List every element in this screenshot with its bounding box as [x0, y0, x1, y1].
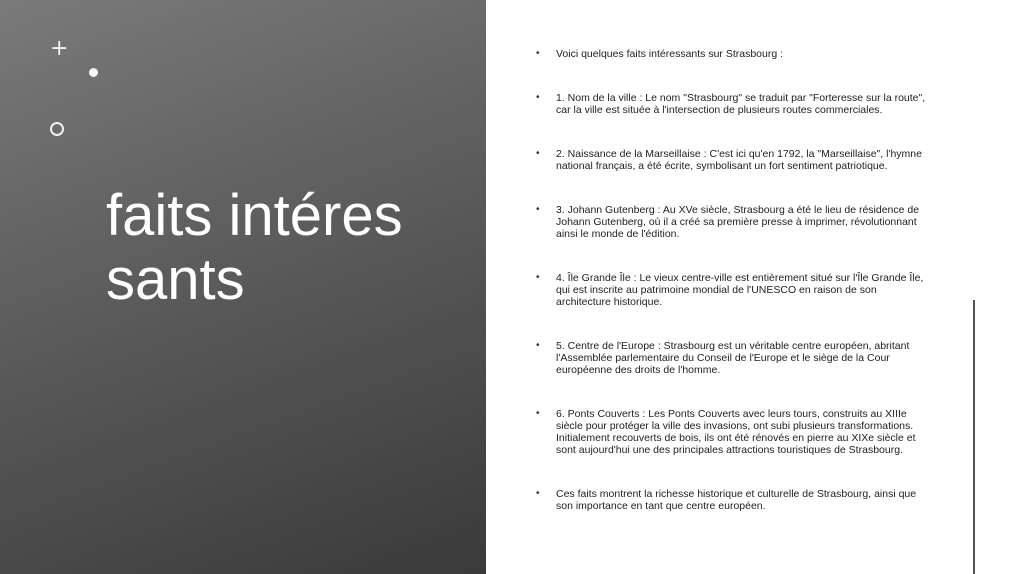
bullet-text: Ces faits montrent la richesse historique et culturelle de Strasbourg, ainsi que son importance en tant que centre européen.	[556, 488, 917, 512]
vertical-divider	[973, 300, 975, 574]
bullet-icon: •	[536, 340, 540, 351]
bullet-text: 2. Naissance de la Marseillaise : C'est ici qu'en 1792, la "Marseillaise", l'hymne national français, a été écrite, symbolisant un fort sentiment patriotique.	[556, 148, 922, 172]
bullet-icon: •	[536, 92, 540, 103]
bullet-item-intro	[534, 48, 934, 60]
bullet-icon: •	[536, 272, 540, 283]
bullet-item-4	[534, 272, 934, 308]
bullet-item-conclusion	[534, 488, 934, 512]
bullet-icon: •	[536, 148, 540, 159]
plus-decoration-icon: +	[50, 36, 69, 61]
bullet-icon: •	[536, 204, 540, 215]
bullet-text: 4. Île Grande Île : Le vieux centre-ville est entièrement situé sur l'Île Grande Île, qui est inscrite au patrimoine mondial de l'UNESCO en raison de son architecture historique.	[556, 272, 924, 308]
bullet-icon: •	[536, 488, 540, 499]
bullet-icon: •	[536, 48, 540, 59]
bullet-text: 6. Ponts Couverts : Les Ponts Couverts avec leurs tours, construits au XIIIe siècle pour protéger la ville des invasions, ont subi plusieurs transformations. Initialement recouverts de bois, ils ont été rénovés en pierre au XIXe siècle et sont aujourd'hui une des principales attractions touristiques de Strasbourg.	[556, 408, 916, 456]
dot-decoration-icon	[89, 68, 98, 77]
bullet-icon: •	[536, 408, 540, 419]
bullet-list	[534, 48, 934, 512]
bullet-item-2	[534, 148, 934, 172]
bullet-text: 3. Johann Gutenberg : Au XVe siècle, Strasbourg a été le lieu de résidence de Johann Gutenberg, où il a créé sa première presse à imprimer, révolutionnant ainsi le monde de l'édition.	[556, 204, 920, 240]
bullet-item-6	[534, 408, 934, 456]
bullet-item-1	[534, 92, 934, 116]
slide-title: faits intéressants	[106, 183, 403, 312]
title-panel	[0, 0, 486, 574]
bullet-text: Voici quelques faits intéressants sur Strasbourg :	[556, 48, 784, 60]
bullet-text: 1. Nom de la ville : Le nom "Strasbourg" se traduit par "Forteresse sur la route", car la ville est située à l'intersection de plusieurs routes commerciales.	[556, 92, 926, 116]
bullet-item-5	[534, 340, 934, 376]
ring-decoration-icon	[50, 122, 64, 136]
bullet-text: 5. Centre de l'Europe : Strasbourg est un véritable centre européen, abritant l'Assemblée parlementaire du Conseil de l'Europe et le siège de la Cour européenne des droits de l'homme.	[556, 340, 910, 376]
bullet-item-3	[534, 204, 934, 240]
